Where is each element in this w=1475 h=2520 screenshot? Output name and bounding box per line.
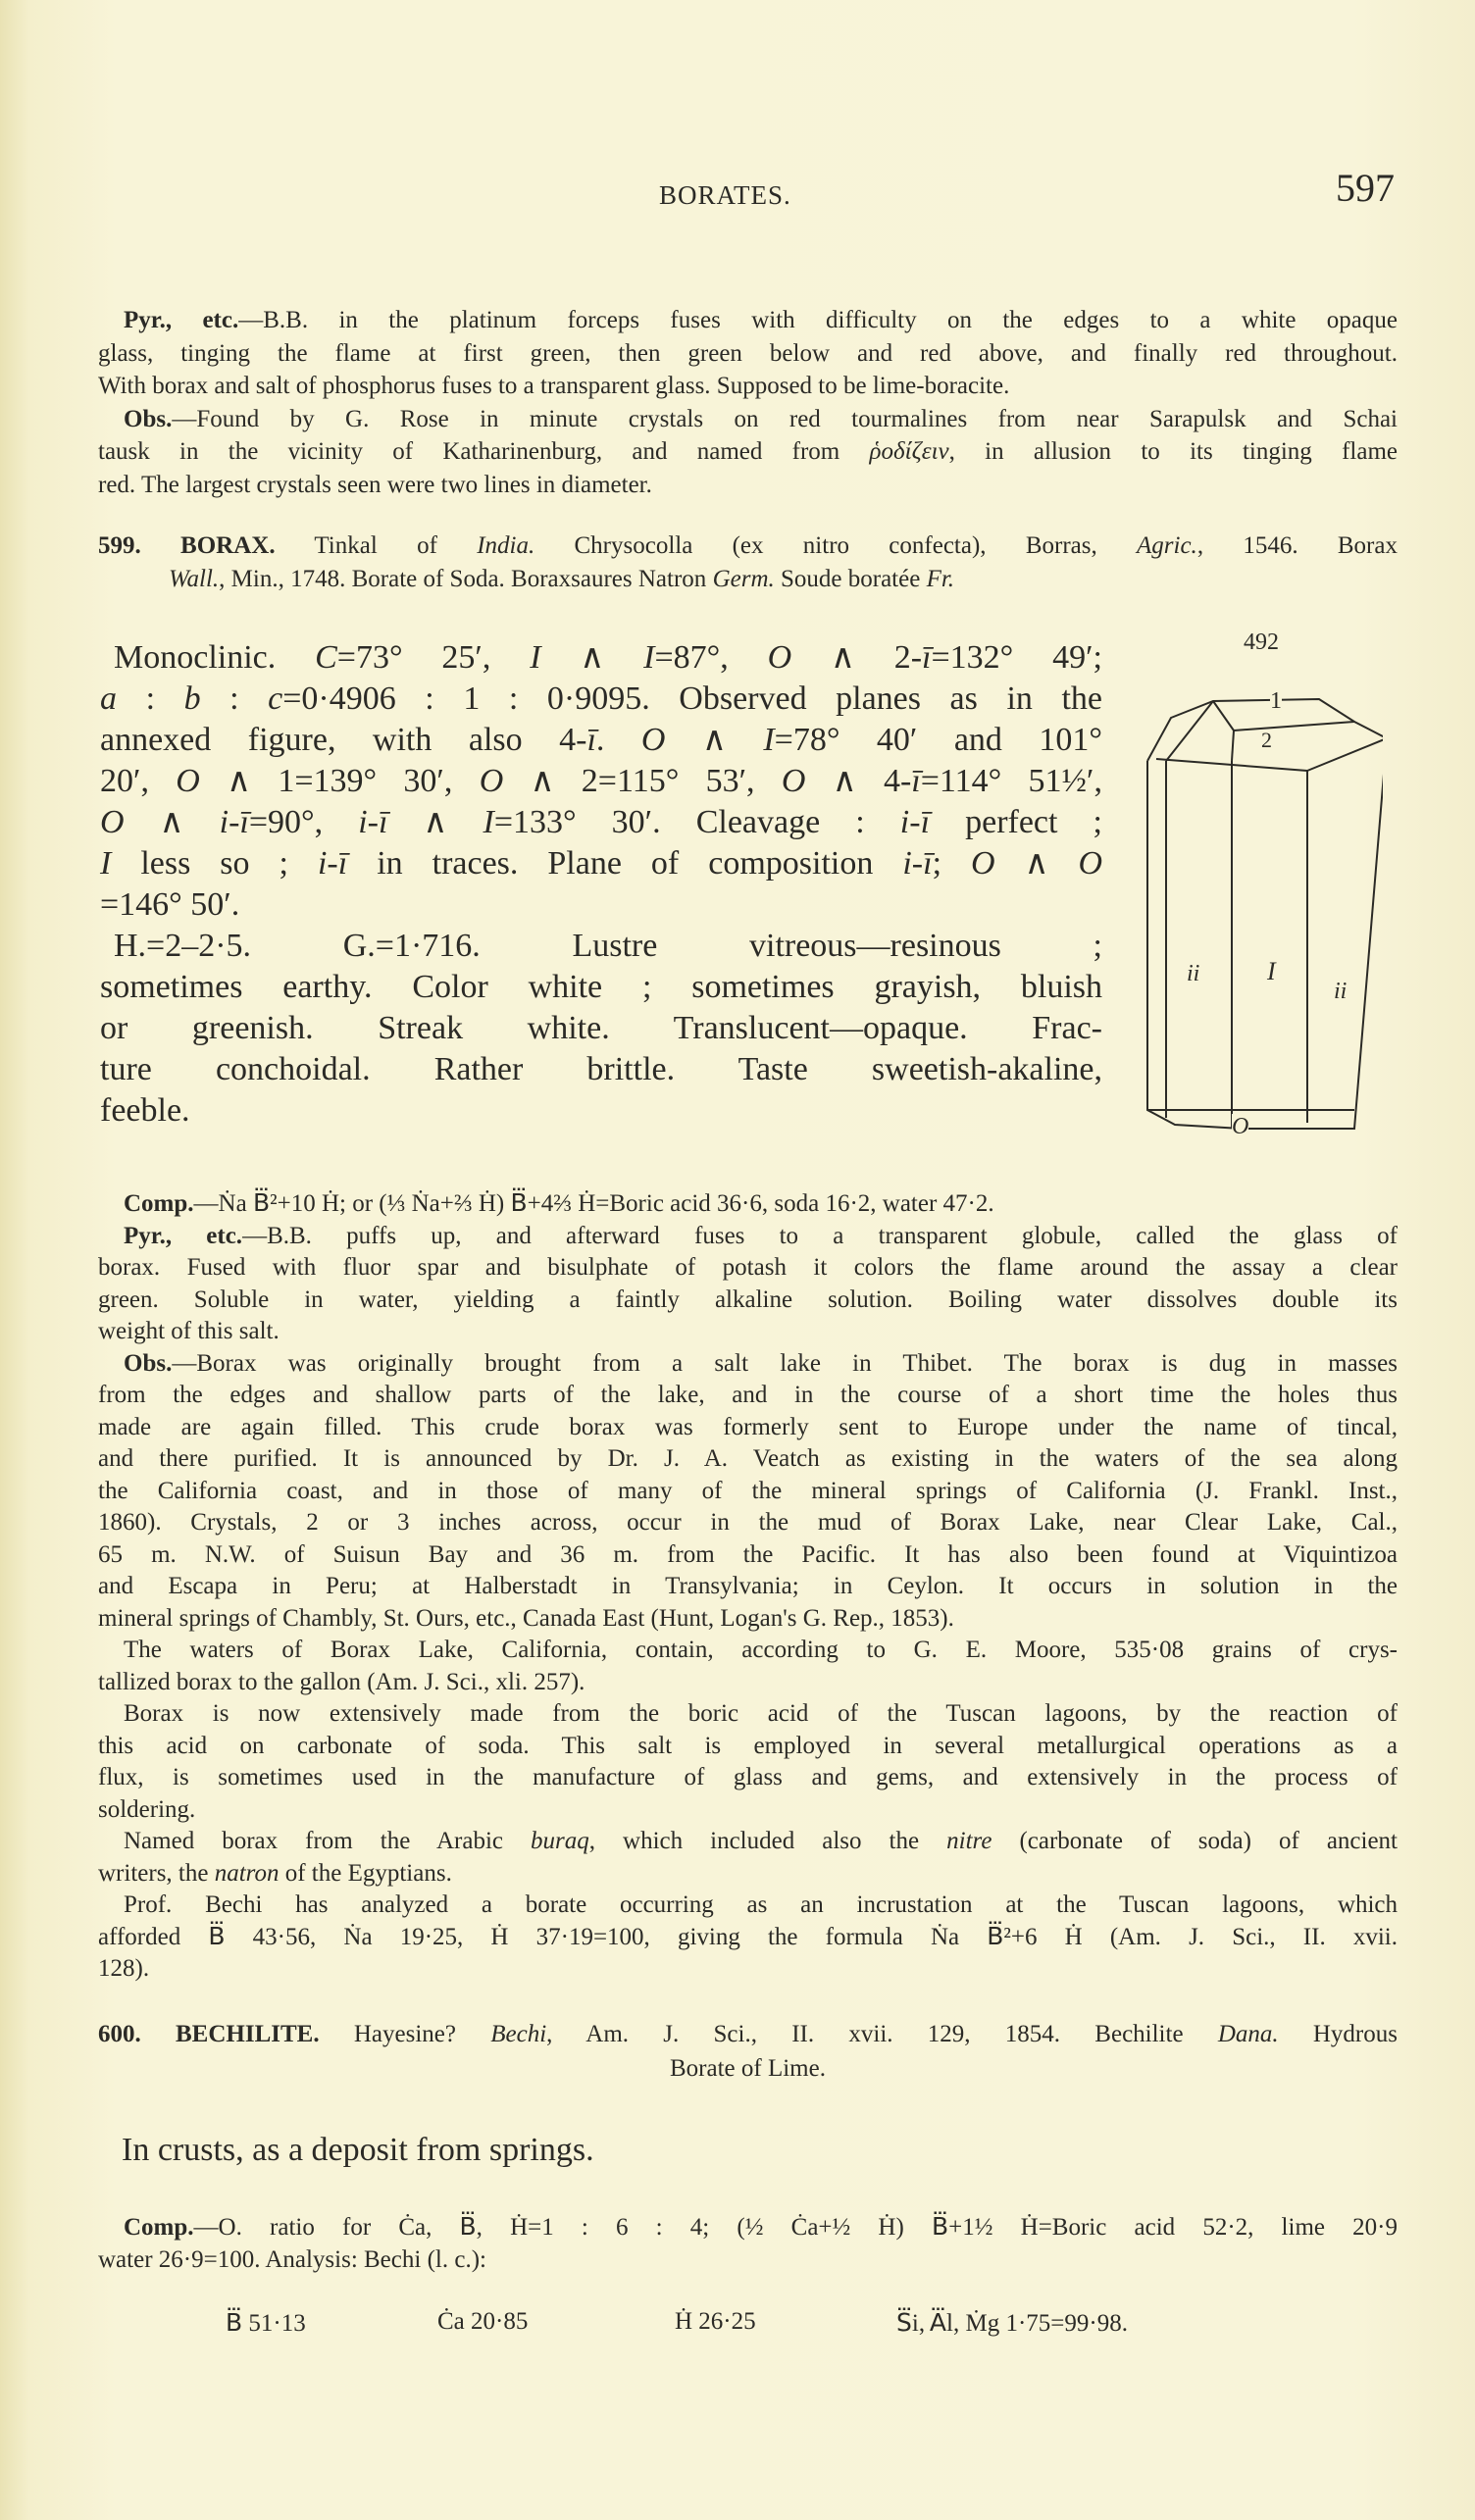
text-segment: —B.B. in the platinum forceps fuses with difficulty on the edges to a white opaque bbox=[238, 307, 1399, 333]
text-line bbox=[98, 1858, 1398, 1890]
text-segment: O bbox=[640, 722, 666, 758]
text-segment: Pyr., etc. bbox=[124, 307, 239, 333]
text-segment: , Min., 1748. Borate of Soda. Boraxsaures Natron bbox=[219, 566, 713, 592]
text-segment: water 26·9=100. Analysis: Bechi (l. c.): bbox=[98, 2246, 486, 2273]
text-segment: Prof. Bechi has analyzed a borate occurring as an incrustation at the Tuscan lagoons, which bbox=[124, 1891, 1398, 1918]
edge bbox=[1307, 738, 1383, 771]
text-segment: or greenish. Streak white. Translucent—opaque. Frac- bbox=[100, 1010, 1102, 1046]
face-label-I: I bbox=[1267, 957, 1276, 985]
text-segment: =90°, bbox=[248, 804, 359, 840]
text-segment: In crusts, as a deposit from springs. bbox=[122, 2132, 594, 2168]
text-segment: glass, tinging the flame at first green, then green below and red above, and finally red throughout. bbox=[98, 339, 1398, 367]
analysis-boric-acid: B⃛ 51·13 bbox=[226, 2310, 306, 2337]
running-title: BORATES. bbox=[659, 180, 791, 210]
text-segment: ∧ 2- bbox=[791, 639, 923, 676]
text-segment: 599. BORAX. bbox=[98, 532, 276, 559]
text-segment: India. bbox=[477, 532, 535, 559]
text-segment: ∧ 2=115° 53′, bbox=[503, 763, 782, 799]
text-segment: H.=2–2·5. G.=1·716. Lustre vitreous—resinous ; bbox=[114, 928, 1102, 964]
text-segment: ∧ 4- bbox=[805, 763, 912, 799]
text-segment: Germ. bbox=[712, 566, 775, 592]
text-segment: O bbox=[1078, 845, 1103, 882]
text-line bbox=[98, 1794, 1398, 1827]
text-segment: I bbox=[100, 845, 112, 882]
text-segment: made are again filled. This crude borax was formerly sent to Europe under the name of tincal, bbox=[98, 1413, 1398, 1440]
text-line bbox=[98, 1380, 1398, 1412]
edge bbox=[1232, 731, 1234, 761]
text-segment: a bbox=[100, 680, 117, 717]
text-line bbox=[100, 967, 1102, 1008]
text-segment: ī bbox=[911, 763, 921, 799]
text-line bbox=[98, 370, 1398, 403]
text-line bbox=[98, 1571, 1398, 1603]
text-segment: ∧ bbox=[665, 722, 764, 758]
text-line bbox=[98, 2051, 1398, 2086]
text-line bbox=[98, 1890, 1398, 1922]
text-segment: ∧ bbox=[387, 804, 483, 840]
text-segment: buraq bbox=[531, 1828, 589, 1854]
text-segment: Obs. bbox=[124, 1349, 173, 1377]
text-segment: ī bbox=[922, 639, 932, 676]
text-segment: b bbox=[183, 680, 201, 717]
text-line bbox=[98, 1507, 1398, 1539]
text-segment: i-ī bbox=[899, 804, 931, 840]
text-line bbox=[98, 2017, 1398, 2051]
text-segment: =132° 49′; bbox=[931, 639, 1102, 676]
text-segment: ∧ bbox=[124, 804, 220, 840]
edge bbox=[1213, 701, 1234, 731]
text-line bbox=[98, 1731, 1398, 1763]
text-segment: =78° 40′ and 101° bbox=[774, 722, 1102, 758]
text-segment: . bbox=[595, 722, 641, 758]
text-segment: flux, is sometimes used in the manufacture of glass and gems, and extensively in the process of bbox=[98, 1764, 1398, 1790]
text-line bbox=[98, 2243, 1398, 2276]
text-line bbox=[98, 1412, 1398, 1444]
text-segment: Pyr., etc. bbox=[124, 1222, 243, 1249]
text-segment: Comp. bbox=[124, 2214, 194, 2241]
text-line bbox=[98, 469, 1398, 502]
text-segment: Chrysocolla (ex nitro confecta), Borras, bbox=[534, 532, 1138, 559]
text-line bbox=[98, 529, 1398, 563]
text-segment: —Ṅa B⃛²+10 Ḣ; or (⅓ Ṅa+⅔ Ḣ) B⃛+4⅔ Ḣ=Boric acid 36·6, soda 16·2, water 47·2. bbox=[193, 1190, 994, 1217]
text-segment: —Borax was originally brought from a salt lake in Thibet. The borax is dug in masses bbox=[172, 1349, 1398, 1377]
text-segment: I bbox=[483, 804, 494, 840]
text-line bbox=[98, 1953, 1398, 1986]
text-line bbox=[98, 1762, 1398, 1794]
text-segment: from the edges and shallow parts of the lake, and in the course of a short time the holes thus bbox=[98, 1382, 1398, 1408]
text-segment: 128). bbox=[98, 1955, 150, 1982]
face-label-ii-left: ii bbox=[1187, 961, 1200, 986]
text-segment: Hayesine? bbox=[319, 2021, 491, 2047]
text-segment: natron bbox=[214, 1859, 280, 1887]
analysis-silica-alumina-magnesia: S⃛i, A⃛l, Ṁg 1·75=99·98. bbox=[896, 2310, 1128, 2337]
text-segment: I bbox=[763, 722, 775, 758]
text-line bbox=[98, 403, 1398, 436]
text-segment: ture conchoidal. Rather brittle. Taste sweetish-akaline, bbox=[100, 1051, 1102, 1087]
text-segment: feeble. bbox=[100, 1092, 190, 1129]
text-line bbox=[98, 1252, 1398, 1285]
text-segment: —O. ratio for Ċa, B⃛, Ḣ=1 : 6 : 4; (½ Ċa+½ Ḣ) B⃛+1½ Ḣ=Boric acid 52·2, lime 20·9 bbox=[193, 2214, 1398, 2241]
text-line bbox=[98, 1603, 1398, 1636]
text-segment: Dana. bbox=[1217, 2021, 1279, 2047]
figure-number: 492 bbox=[1244, 630, 1279, 655]
edge bbox=[1234, 722, 1354, 731]
text-segment: in traces. Plane of composition bbox=[347, 845, 903, 882]
text-line bbox=[100, 679, 1102, 720]
text-line bbox=[100, 802, 1102, 843]
text-segment: ∧ bbox=[540, 639, 644, 676]
crystal-drawing bbox=[1128, 628, 1383, 1157]
text-segment: borax. Fused with fluor spar and bisulphate of potash it colors the flame around the assay a clear bbox=[98, 1254, 1398, 1281]
text-segment: ∧ 1=139° 30′, bbox=[199, 763, 480, 799]
text-line bbox=[100, 843, 1102, 884]
text-line bbox=[98, 563, 1398, 596]
text-segment: mineral springs of Chambly, St. Ours, etc., Canada East (Hunt, Logan's G. Rep., 1853). bbox=[98, 1604, 954, 1632]
text-line bbox=[100, 926, 1102, 967]
text-segment: —Found by G. Rose in minute crystals on red tourmalines from near Sarapulsk and Schai bbox=[172, 405, 1398, 432]
analysis-lime: Ċa 20·85 bbox=[437, 2308, 529, 2335]
text-segment: 20′, bbox=[100, 763, 177, 799]
crystal-figure-492 bbox=[1128, 628, 1383, 1157]
text-segment: O bbox=[100, 804, 125, 840]
text-segment: Monoclinic. bbox=[114, 639, 316, 676]
text-line bbox=[98, 1922, 1398, 1954]
text-segment: =146° 50′. bbox=[100, 886, 240, 923]
text-line bbox=[98, 1667, 1398, 1699]
text-segment: Soude boratée bbox=[774, 566, 927, 592]
text-line bbox=[98, 1635, 1398, 1667]
borax-crystallography bbox=[100, 637, 1102, 1132]
face-label-1: 1 bbox=[1270, 688, 1282, 714]
text-segment: : bbox=[200, 680, 269, 717]
text-segment: =114° 51½′, bbox=[920, 763, 1102, 799]
text-segment: =133° 30′. Cleavage : bbox=[493, 804, 900, 840]
text-segment: of the Egyptians. bbox=[279, 1859, 452, 1887]
text-segment: sometimes earthy. Color white ; sometimes grayish, bluish bbox=[100, 969, 1102, 1005]
text-segment: tausk in the vicinity of Katharinenburg, and named from bbox=[98, 438, 870, 466]
text-segment: , in allusion to its tinging flame bbox=[948, 438, 1398, 466]
text-segment: this acid on carbonate of soda. This salt is employed in several metallurgical operations as a bbox=[98, 1732, 1398, 1759]
text-segment: i-ī bbox=[902, 845, 933, 882]
analysis-water: Ḣ 26·25 bbox=[675, 2308, 756, 2335]
text-line bbox=[100, 1049, 1102, 1090]
page-number: 597 bbox=[1336, 166, 1395, 210]
text-segment: Bechi bbox=[490, 2021, 547, 2047]
text-segment: Obs. bbox=[124, 405, 173, 432]
borax-description bbox=[98, 1188, 1398, 1986]
face-label-ii-right: ii bbox=[1334, 979, 1348, 1004]
text-segment: green. Soluble in water, yielding a faintly alkaline solution. Boiling water dissolves double its bbox=[98, 1285, 1398, 1313]
text-segment: Named borax from the Arabic bbox=[124, 1828, 532, 1854]
text-segment: O bbox=[767, 639, 792, 676]
text-segment: nitre bbox=[946, 1828, 992, 1854]
text-line bbox=[100, 637, 1102, 679]
text-segment: 65 m. N.W. of Suisun Bay and 36 m. from the Pacific. It has also been found at Viquintizoa bbox=[98, 1540, 1398, 1568]
text-segment: weight of this salt. bbox=[98, 1318, 280, 1344]
text-segment: red. The largest crystals seen were two lines in diameter. bbox=[98, 471, 652, 498]
text-line bbox=[98, 435, 1398, 469]
text-segment: 1860). Crystals, 2 or 3 inches across, occur in the mud of Borax Lake, near Clear Lake, Cal., bbox=[98, 1509, 1398, 1536]
text-segment: writers, the bbox=[98, 1859, 215, 1887]
text-segment: Wall. bbox=[169, 566, 220, 592]
text-segment: ; bbox=[932, 845, 972, 882]
text-line bbox=[98, 1316, 1398, 1348]
text-segment: annexed figure, with also 4- bbox=[100, 722, 587, 758]
text-segment: , Am. J. Sci., II. xvii. 129, 1854. Bechilite bbox=[546, 2021, 1218, 2047]
text-segment: Borax is now extensively made from the boric acid of the Tuscan lagoons, by the reaction of bbox=[124, 1700, 1398, 1727]
text-segment: Comp. bbox=[124, 1190, 194, 1217]
text-segment: , 1546. Borax bbox=[1196, 532, 1398, 559]
text-line bbox=[98, 1221, 1398, 1253]
text-segment: The waters of Borax Lake, California, contain, according to G. E. Moore, 535·08 grains of crys- bbox=[124, 1637, 1398, 1663]
text-segment: Fr. bbox=[926, 566, 955, 592]
borax-heading bbox=[98, 529, 1398, 596]
text-segment: and there purified. It is announced by Dr. J. A. Veatch as existing in the waters of the sea along bbox=[98, 1445, 1398, 1472]
text-segment: I bbox=[643, 639, 655, 676]
text-line bbox=[100, 884, 1102, 926]
text-line bbox=[100, 761, 1102, 802]
crystal-outline bbox=[1147, 699, 1383, 1129]
text-segment: ī bbox=[586, 722, 596, 758]
text-segment: Tinkal of bbox=[275, 532, 478, 559]
text-segment: soldering. bbox=[98, 1795, 196, 1823]
text-segment: tallized borax to the gallon (Am. J. Sci., xli. 257). bbox=[98, 1668, 585, 1695]
face-label-2: 2 bbox=[1261, 728, 1272, 752]
text-line bbox=[98, 1476, 1398, 1508]
text-line bbox=[100, 2130, 1102, 2171]
bechilite-heading bbox=[98, 2017, 1398, 2086]
text-segment: and Escapa in Peru; at Halberstadt in Transylvania; in Ceylon. It occurs in solution in the bbox=[98, 1573, 1398, 1599]
text-segment: ∧ bbox=[994, 845, 1079, 882]
text-segment: the California coast, and in those of many of the mineral springs of California (J. Frankl. Inst., bbox=[98, 1477, 1398, 1504]
text-segment: O bbox=[479, 763, 504, 799]
text-line bbox=[98, 1698, 1398, 1731]
text-segment: c bbox=[268, 680, 283, 717]
text-segment: —B.B. puffs up, and afterward fuses to a transparent globule, called the glass of bbox=[242, 1222, 1399, 1249]
text-segment: afforded B⃛ 43·56, Ṅa 19·25, Ḣ 37·19=100, giving the formula Ṅa B⃛²+6 Ḣ (Am. J. Sci., II. xvii. bbox=[98, 1923, 1398, 1950]
text-line bbox=[98, 1285, 1398, 1317]
text-segment: With borax and salt of phosphorus fuses to a transparent glass. Supposed to be lime-boracite. bbox=[98, 373, 1010, 400]
text-line bbox=[100, 1008, 1102, 1049]
bechilite-occurrence bbox=[100, 2130, 1102, 2171]
text-segment: less so ; bbox=[111, 845, 318, 882]
text-segment: (carbonate of soda) of ancient bbox=[992, 1828, 1399, 1854]
text-segment: perfect ; bbox=[930, 804, 1102, 840]
bechilite-composition bbox=[98, 2211, 1398, 2276]
text-segment: Hydrous bbox=[1278, 2021, 1398, 2047]
text-line bbox=[98, 1826, 1398, 1858]
text-segment: O bbox=[781, 763, 806, 799]
face-label-O: O bbox=[1232, 1114, 1249, 1139]
boracite-text bbox=[98, 304, 1398, 502]
text-line bbox=[98, 1539, 1398, 1572]
text-line bbox=[98, 304, 1398, 337]
text-segment: =0·4906 : 1 : 0·9095. Observed planes as in the bbox=[282, 680, 1102, 717]
text-segment: O bbox=[176, 763, 200, 799]
text-segment: C bbox=[315, 639, 337, 676]
text-segment: Borate of Lime. bbox=[670, 2055, 826, 2082]
text-segment: ῥοδίζειν bbox=[869, 438, 949, 466]
text-line bbox=[100, 720, 1102, 761]
text-line bbox=[100, 1090, 1102, 1132]
text-segment: 600. BECHILITE. bbox=[98, 2021, 320, 2047]
text-line bbox=[98, 1188, 1398, 1221]
text-segment: =87°, bbox=[654, 639, 768, 676]
text-segment: Agric. bbox=[1137, 532, 1197, 559]
text-segment: , which included also the bbox=[588, 1828, 947, 1854]
text-line bbox=[98, 1348, 1398, 1381]
text-line bbox=[98, 337, 1398, 371]
text-line bbox=[98, 1443, 1398, 1476]
text-segment: =73° 25′, bbox=[336, 639, 531, 676]
text-segment: i-ī bbox=[358, 804, 388, 840]
text-segment: : bbox=[117, 680, 184, 717]
text-segment: I bbox=[530, 639, 541, 676]
text-segment: O bbox=[971, 845, 995, 882]
text-segment: i-ī bbox=[317, 845, 348, 882]
text-segment: i-ī bbox=[219, 804, 249, 840]
text-line bbox=[98, 2211, 1398, 2243]
